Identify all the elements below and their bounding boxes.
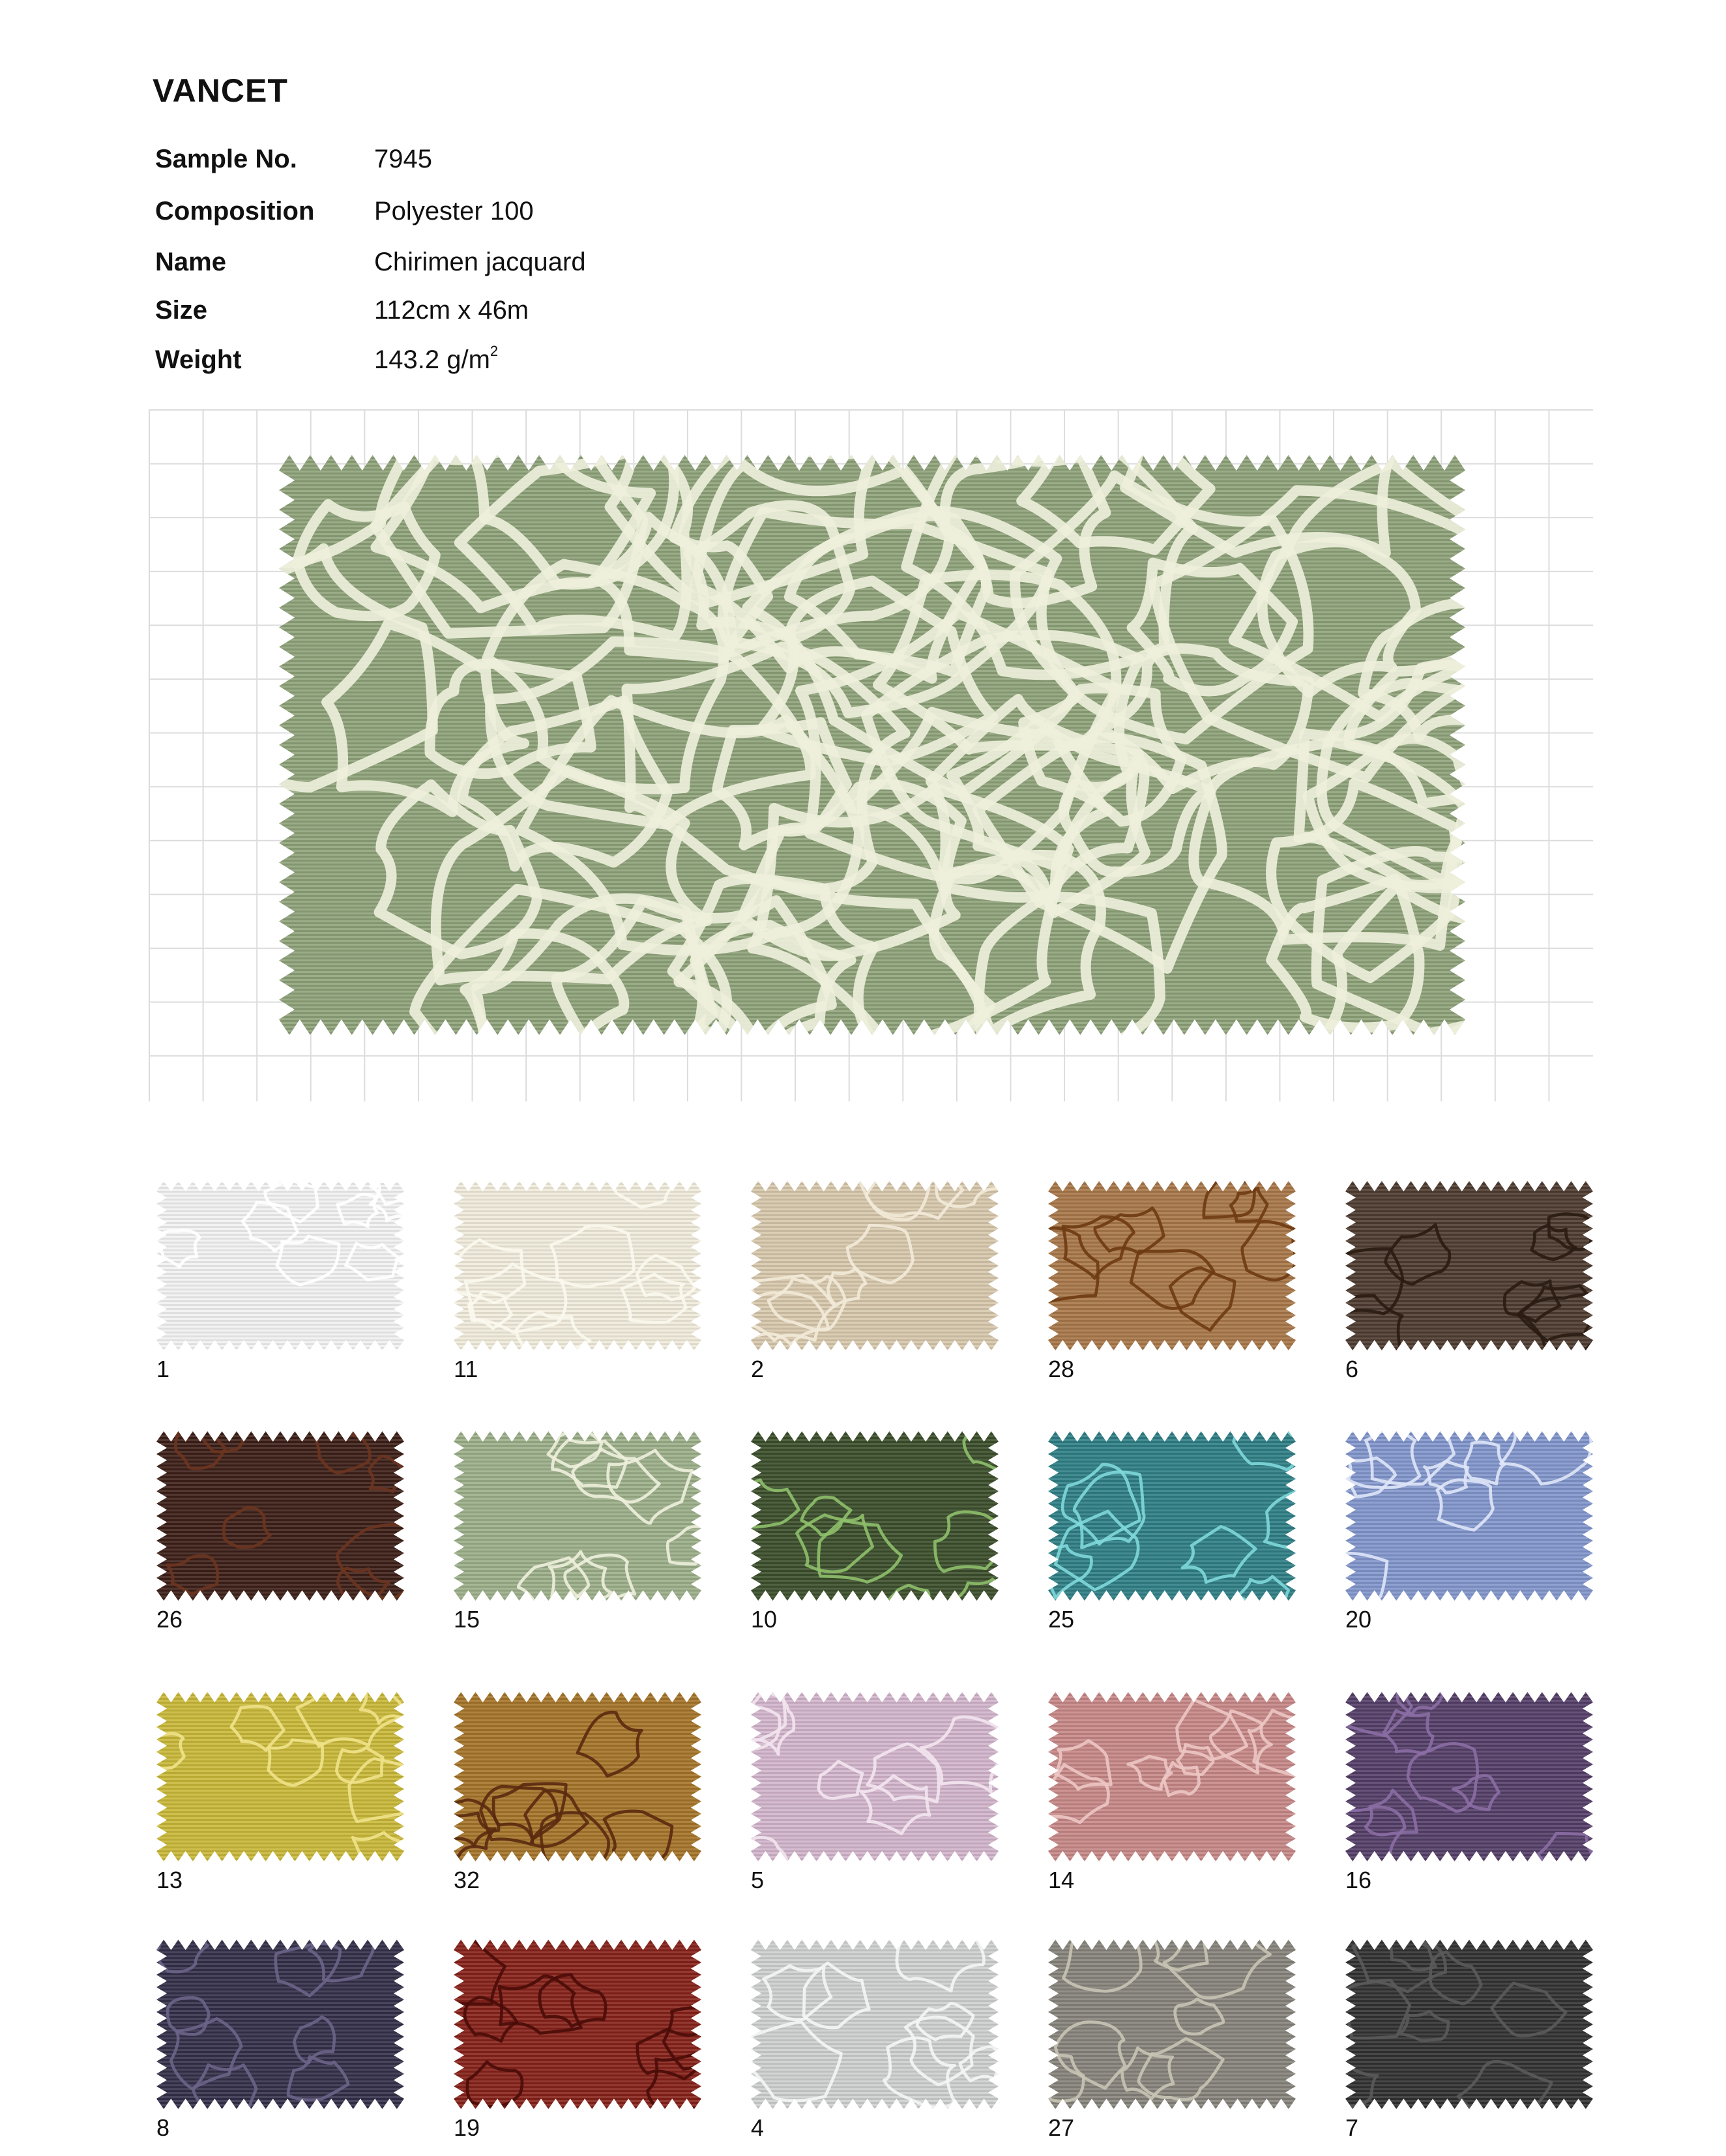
main-fabric-swatch: [279, 455, 1465, 1035]
spec-label: Composition: [155, 197, 315, 226]
swatch-image: [156, 1431, 404, 1601]
color-swatch-27[interactable]: [1048, 1940, 1296, 2141]
color-code-label: 11: [454, 1356, 478, 1382]
swatch-image: [1048, 1940, 1296, 2109]
swatch-image: [454, 1181, 701, 1350]
swatch-grid-background: [149, 409, 1593, 1101]
color-swatch-10[interactable]: [751, 1431, 999, 1633]
color-code-label: 4: [751, 2114, 765, 2141]
swatch-image: [1345, 1692, 1593, 1861]
color-swatch-13[interactable]: [156, 1692, 404, 1893]
swatch-image: [156, 1181, 404, 1350]
color-swatch-19[interactable]: [454, 1940, 701, 2141]
color-code-label: 20: [1345, 1606, 1372, 1633]
spec-label: Name: [155, 248, 226, 276]
swatch-image: [156, 1940, 404, 2109]
spec-row-weight: [155, 345, 742, 385]
color-swatch-8[interactable]: [156, 1940, 404, 2141]
spec-value: 7945: [374, 145, 432, 173]
spec-row-composition: [155, 197, 742, 236]
spec-row-name: [155, 248, 742, 287]
color-swatch-7[interactable]: [1345, 1940, 1593, 2141]
color-swatch-20[interactable]: [1345, 1431, 1593, 1633]
swatch-image: [1048, 1181, 1296, 1350]
color-swatch-6[interactable]: [1345, 1181, 1593, 1382]
swatch-image: [1345, 1940, 1593, 2109]
spec-row-sample-no: [155, 145, 742, 184]
swatch-image: [751, 1181, 999, 1350]
color-swatch-15[interactable]: [454, 1431, 701, 1633]
spec-value: Polyester 100: [374, 197, 534, 226]
color-code-label: 10: [751, 1606, 778, 1633]
color-swatch-28[interactable]: [1048, 1181, 1296, 1382]
spec-label: Size: [155, 296, 208, 325]
spec-row-size: [155, 296, 742, 335]
color-code-label: 2: [751, 1356, 765, 1382]
spec-value: 112cm x 46m: [374, 296, 529, 325]
color-swatch-4[interactable]: [751, 1940, 999, 2141]
swatch-image: [751, 1431, 999, 1601]
color-swatch-1[interactable]: [156, 1181, 404, 1382]
spec-label: Weight: [155, 345, 242, 374]
spec-value: Chirimen jacquard: [374, 248, 586, 276]
color-code-label: 28: [1048, 1356, 1075, 1382]
spec-label: Sample No.: [155, 145, 297, 173]
color-swatch-26[interactable]: [156, 1431, 404, 1633]
color-swatch-25[interactable]: [1048, 1431, 1296, 1633]
color-swatch-11[interactable]: [454, 1181, 701, 1382]
swatch-image: [156, 1692, 404, 1861]
color-swatch-2[interactable]: [751, 1181, 999, 1382]
swatch-image: [454, 1692, 701, 1861]
color-code-label: 25: [1048, 1606, 1075, 1633]
color-code-label: 16: [1345, 1867, 1372, 1893]
swatch-image: [1345, 1181, 1593, 1350]
color-code-label: 13: [156, 1867, 183, 1893]
weight-unit-exponent: 2: [490, 343, 499, 359]
swatch-image: [454, 1431, 701, 1601]
spec-value: [374, 345, 498, 375]
color-code-label: 8: [156, 2114, 170, 2141]
swatch-image: [1048, 1692, 1296, 1861]
color-code-label: 15: [454, 1606, 480, 1633]
swatch-image: [1345, 1431, 1593, 1601]
color-swatch-16[interactable]: [1345, 1692, 1593, 1893]
color-code-label: 32: [454, 1867, 480, 1893]
brand-title: VANCET: [153, 72, 288, 109]
swatch-image: [751, 1692, 999, 1861]
color-swatch-32[interactable]: [454, 1692, 701, 1893]
swatch-image: [1048, 1431, 1296, 1601]
color-code-label: 19: [454, 2114, 480, 2141]
swatch-image: [751, 1940, 999, 2109]
weight-value: 143.2 g/m: [374, 345, 490, 374]
color-code-label: 14: [1048, 1867, 1075, 1893]
color-code-label: 26: [156, 1606, 183, 1633]
color-code-label: 27: [1048, 2114, 1075, 2141]
color-swatch-14[interactable]: [1048, 1692, 1296, 1893]
color-swatch-5[interactable]: [751, 1692, 999, 1893]
color-code-label: 7: [1345, 2114, 1359, 2141]
color-code-label: 6: [1345, 1356, 1359, 1382]
swatch-image: [454, 1940, 701, 2109]
color-code-label: 1: [156, 1356, 170, 1382]
color-code-label: 5: [751, 1867, 765, 1893]
